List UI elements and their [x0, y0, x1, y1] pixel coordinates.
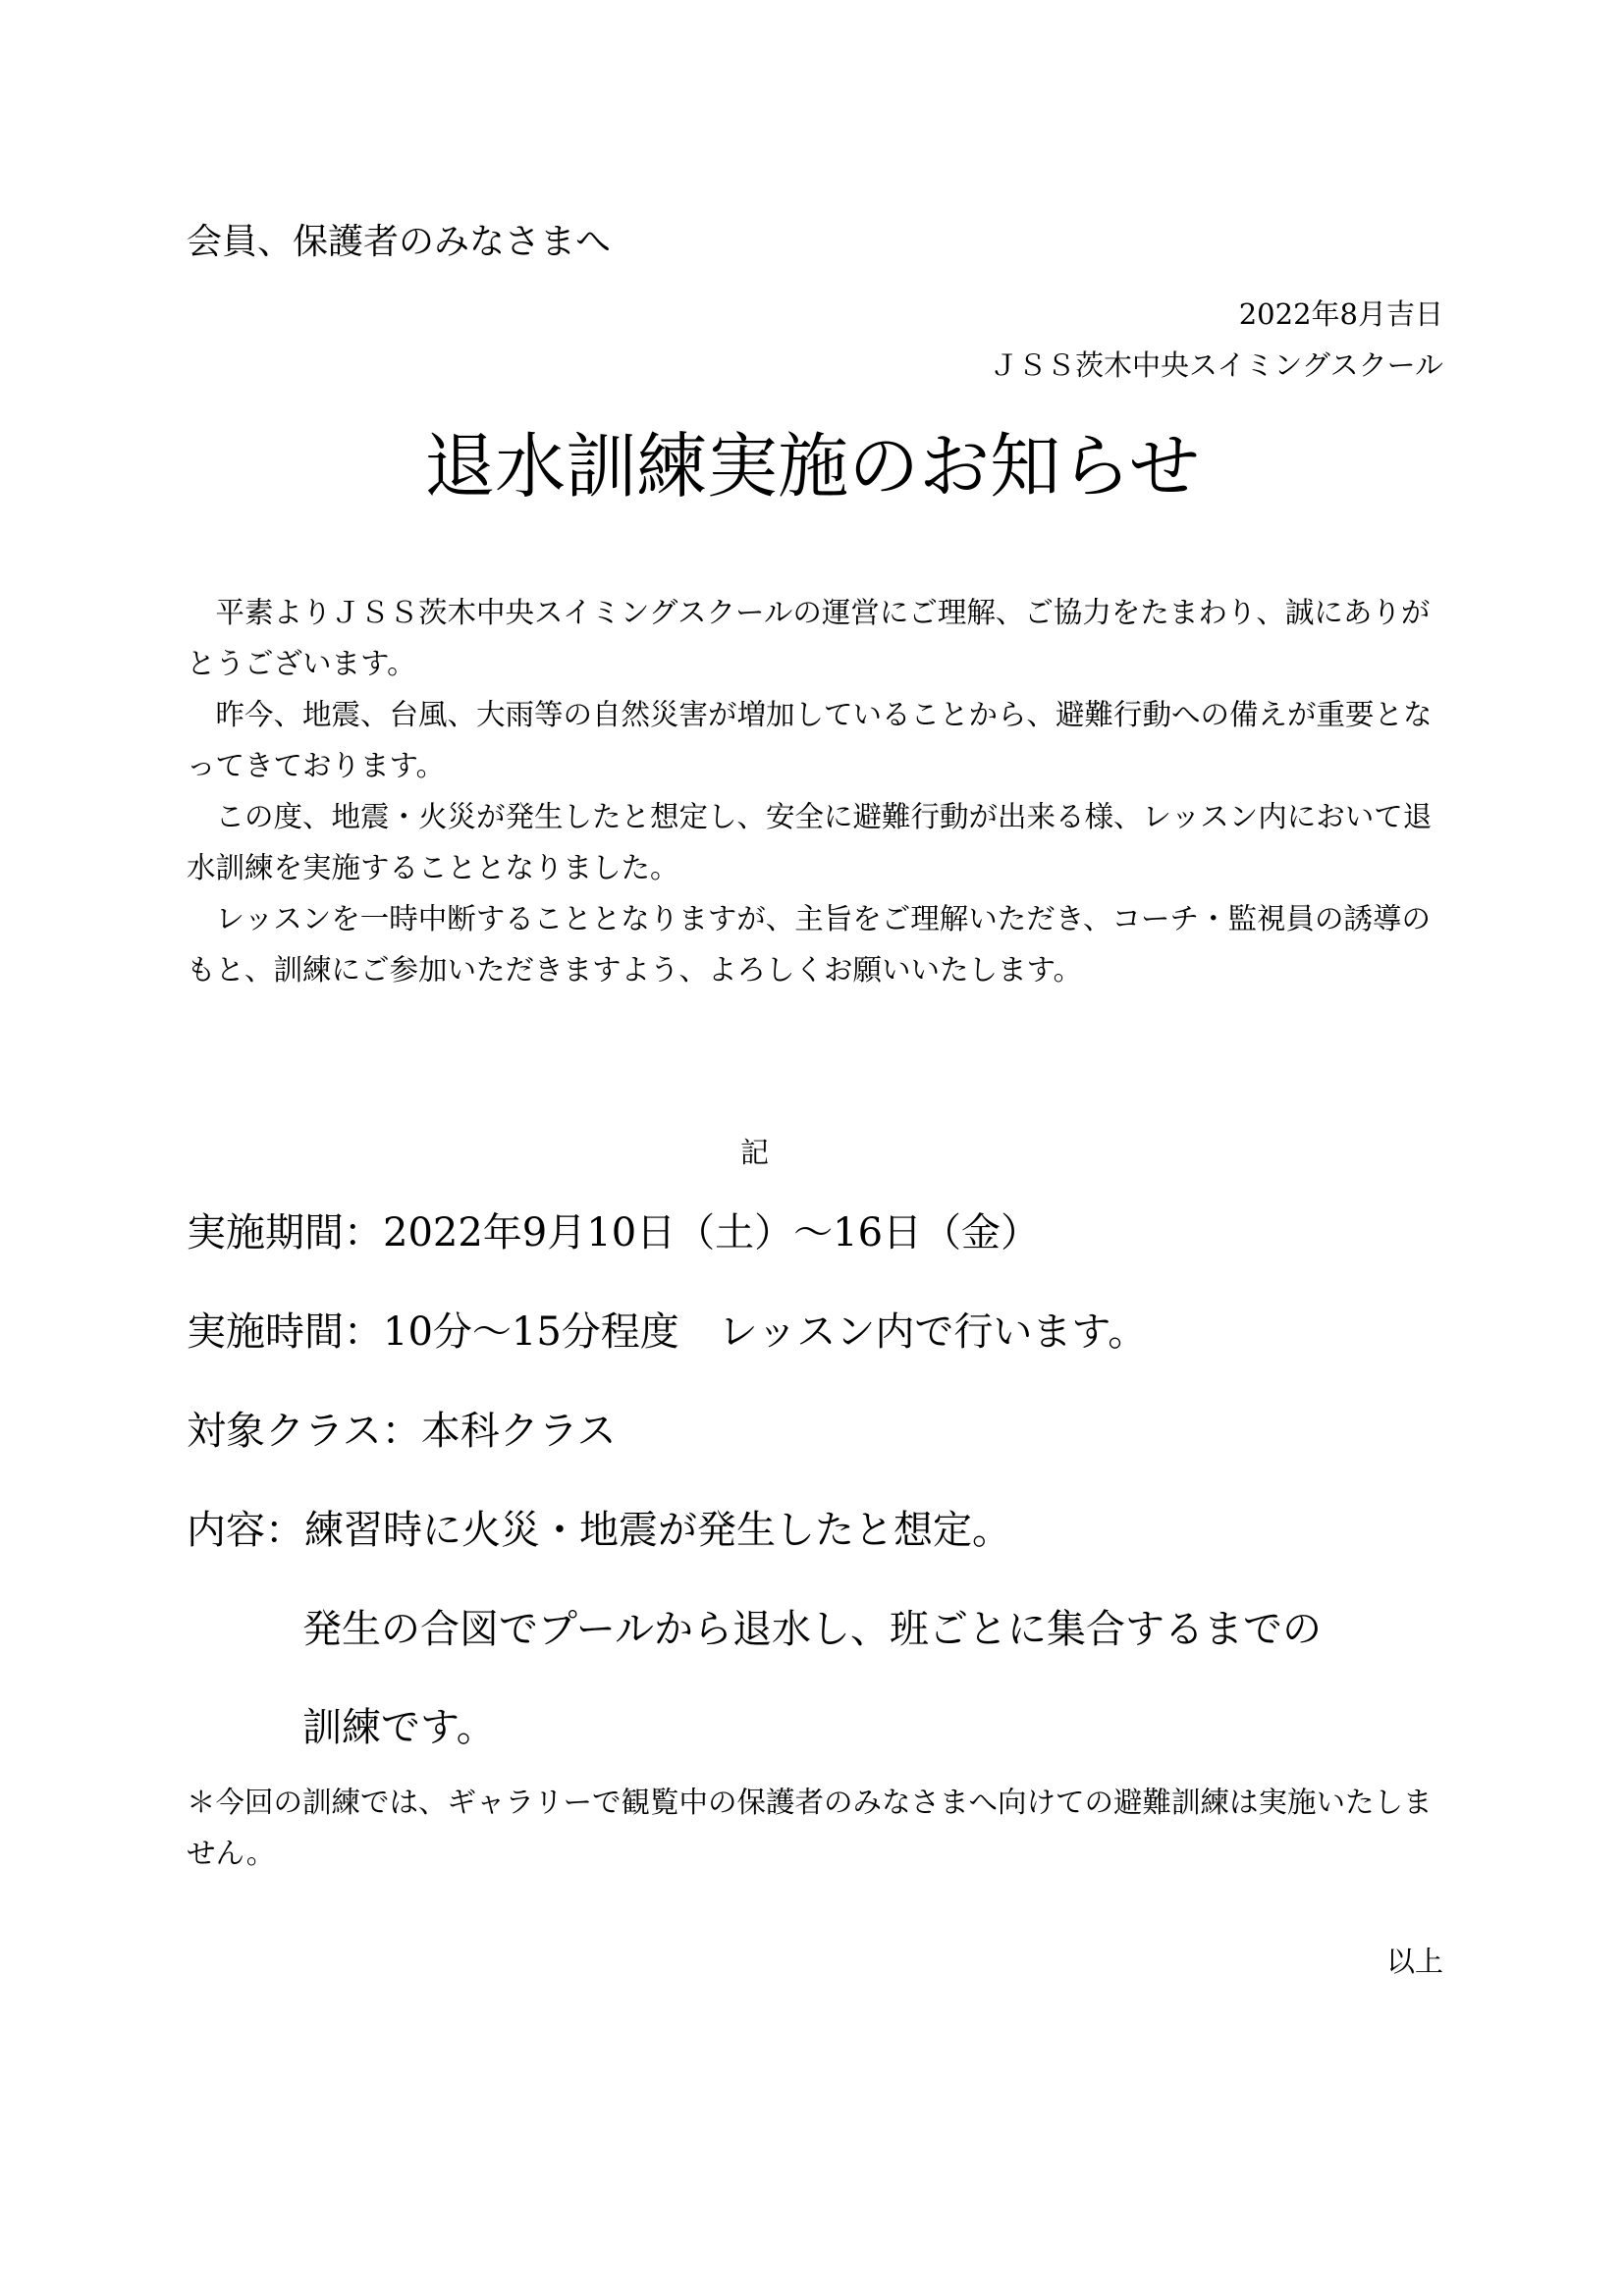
- document-title: 退水訓練実施のお知らせ: [424, 425, 1200, 507]
- footnote: ＊今回の訓練では、ギャラリーで観覧中の保護者のみなさまへ向けての避難訓練は実施いたしません。: [187, 1786, 1433, 1870]
- organization-name: ＪＳＳ茨木中央スイミングスクール: [990, 348, 1443, 382]
- detail-period: 実施期間：2022年9月10日（土）～16日（金）: [187, 1210, 1041, 1255]
- paragraph-greeting: 平素よりＪＳＳ茨木中央スイミングスクールの運営にご理解、ご協力をたまわり、誠にありがとうございます。: [187, 596, 1431, 680]
- paragraph-background: 昨今、地震、台風、大雨等の自然災害が増加していることから、避難行動への備えが重要となってきております。: [187, 698, 1433, 782]
- closing-mark: 以上: [1385, 1945, 1443, 1978]
- detail-time: 実施時間：10分～15分程度 レッスン内で行います。: [187, 1309, 1148, 1355]
- ki-heading: 記: [739, 1136, 769, 1169]
- issue-date: 2022年8月吉日: [1238, 297, 1443, 331]
- salutation: 会員、保護者のみなさまへ: [187, 222, 612, 262]
- detail-content-continued: 発生の合図でプールから退水し、班ごとに集合するまでの: [302, 1607, 1322, 1652]
- paragraph-request: レッスンを一時中断することとなりますが、主旨をご理解いただき、コーチ・監視員の誘導のもと、訓練にご参加いただきますよう、よろしくお願いいたします。: [187, 902, 1432, 987]
- detail-content-end: 訓練です。: [302, 1705, 496, 1750]
- body-paragraphs: [187, 587, 1443, 995]
- detail-content: 内容：練習時に火災・地震が発生したと想定。: [187, 1508, 1011, 1553]
- paragraph-announcement: この度、地震・火災が発生したと想定し、安全に避難行動が出来る様、レッスン内において退水訓練を実施することとなりました。: [187, 800, 1433, 884]
- detail-target-class: 対象クラス：本科クラス: [187, 1409, 617, 1454]
